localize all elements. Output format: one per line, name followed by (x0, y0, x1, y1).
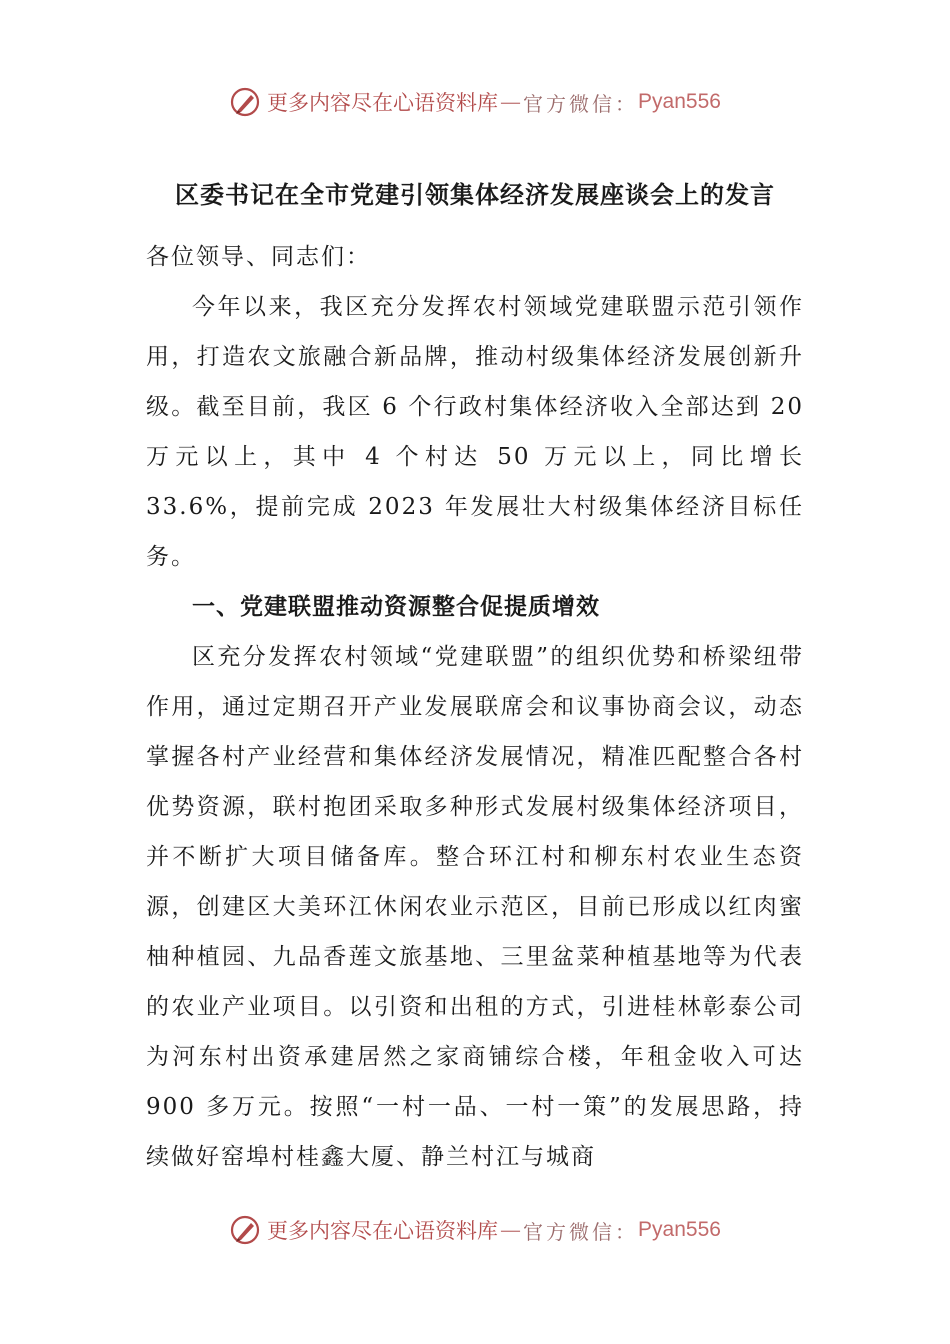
banner-dash: — (500, 1218, 522, 1242)
intro-paragraph: 今年以来，我区充分发挥农村领域党建联盟示范引领作用，打造农文旅融合新品牌，推动村级集体经济发展创新升级。截至目前，我区 6 个行政村集体经济收入全部达到 20 万元以上，其中 4 个村达 50 万元以上，同比增长33.6%，提前完成 2023 年发展壮大村级集体经济目标任务。 (146, 294, 804, 570)
banner-wechat-label: 官方微信： (523, 1219, 639, 1244)
greeting: 各位领导、同志们： (146, 244, 371, 270)
section-paragraph: 区充分发挥农村领域“党建联盟”的组织优势和桥梁纽带作用，通过定期召开产业发展联席会和议事协商会议，动态掌握各村产业经营和集体经济发展情况，精准匹配整合各村优势资源，联村抱团采取多种形式发展村级集体经济项目，并不断扩大项目储备库。整合环江村和柳东村农业生态资源，创建区大美环江休闲农业示范区，目前已形成以红肉蜜柚种植园、九品香莲文旅基地、三里盆菜种植基地等为代表的农业产业项目。以引资和出租的方式，引进桂林彰泰公司为河东村出资承建居然之家商铺综合楼，年租金收入可达 900 多万元。按照“一村一品、一村一策”的发展思路，持续做好窑埠村桂鑫大厦、静兰村江与城商 (146, 644, 804, 1170)
document-body (146, 232, 804, 1182)
banner-slogan: 更多内容尽在心语资料库 (267, 1219, 499, 1243)
banner-slogan: 更多内容尽在心语资料库 (267, 91, 499, 115)
banner-wechat-id: Pyan556 (638, 90, 721, 113)
banner-wechat-id: Pyan556 (638, 1218, 721, 1241)
banner-dash: — (500, 90, 522, 114)
document-title: 区委书记在全市党建引领集体经济发展座谈会上的发言 (175, 181, 775, 209)
pen-logo-icon (229, 1214, 261, 1246)
section-heading: 一、党建联盟推动资源整合促提质增效 (192, 594, 600, 620)
header-banner (0, 80, 950, 124)
pen-logo-icon (229, 86, 261, 118)
footer-banner (0, 1208, 950, 1252)
banner-wechat-label: 官方微信： (523, 91, 639, 116)
